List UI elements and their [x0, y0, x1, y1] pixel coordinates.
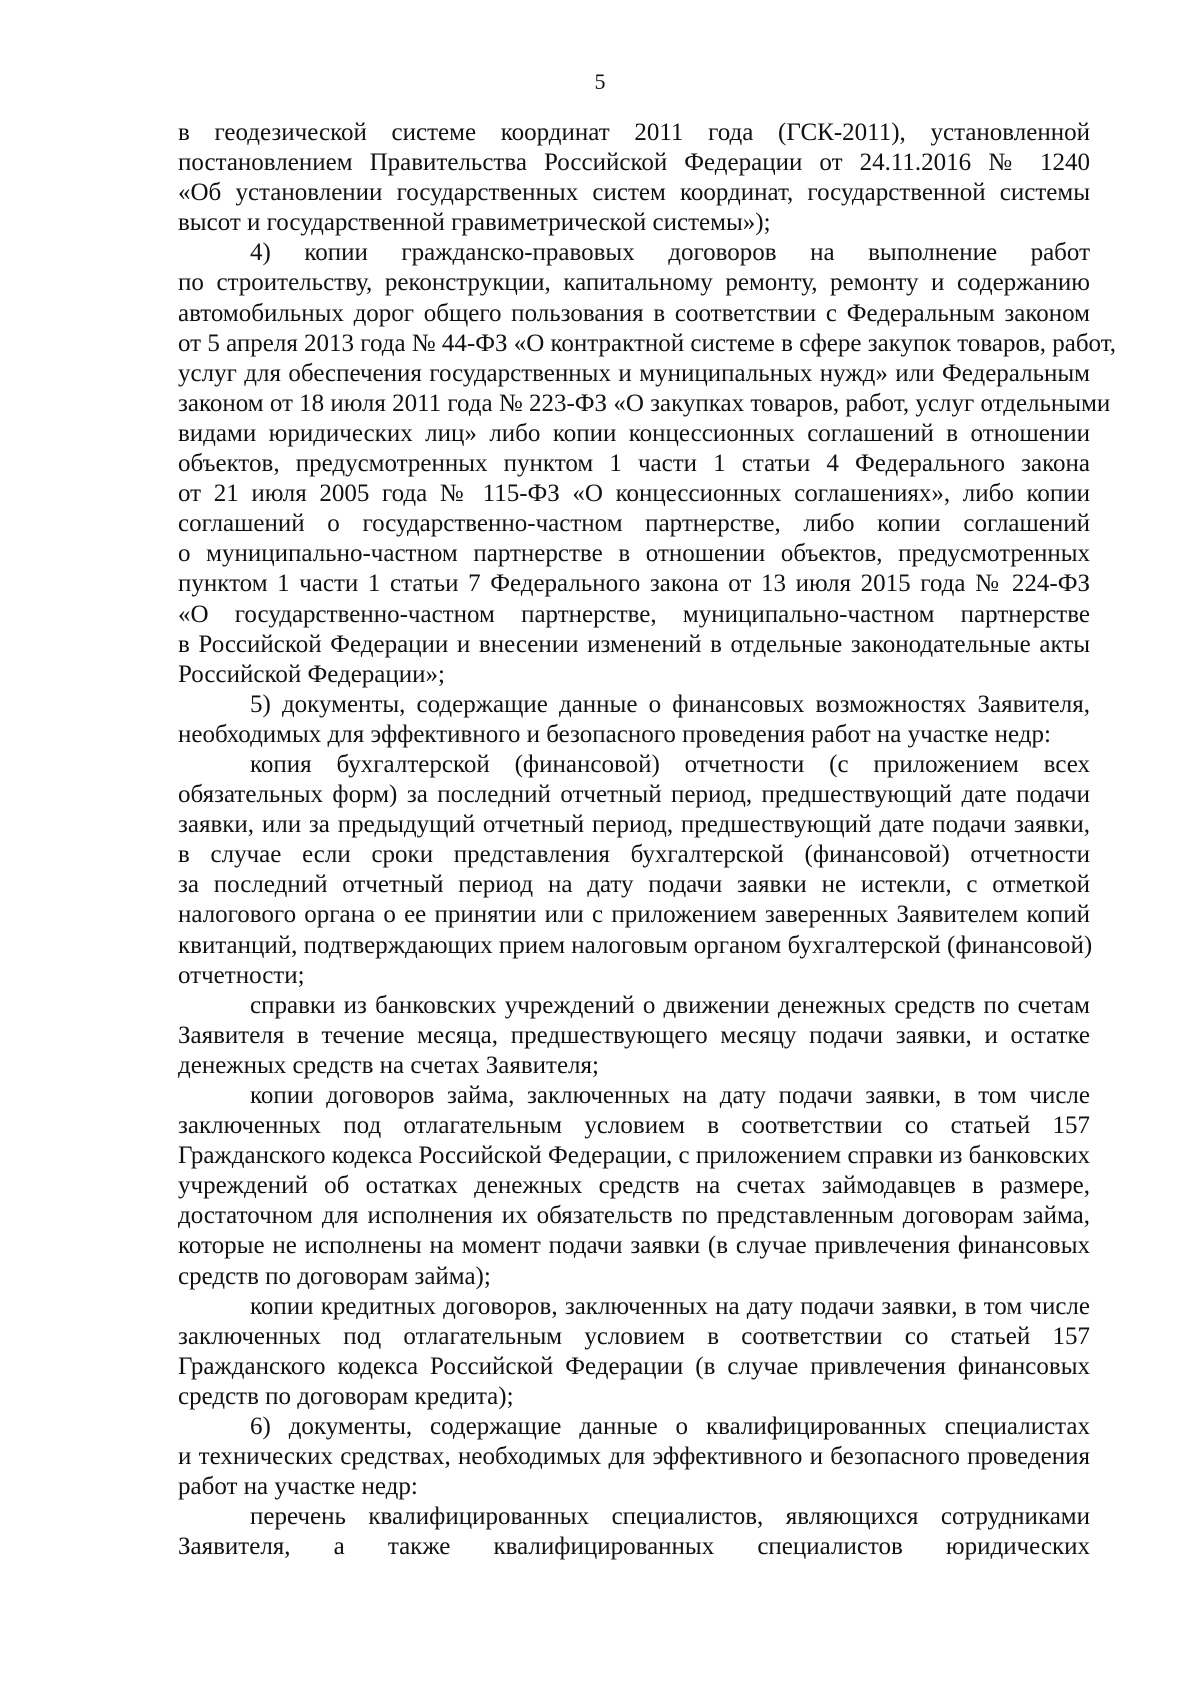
- text-line: средств по договорам кредита);: [178, 1382, 514, 1410]
- text-line: денежных средств на счетах Заявителя;: [178, 1051, 599, 1079]
- text-line: и технических средствах, необходимых для эффективного и безопасного проведения: [178, 1443, 1090, 1471]
- text-line: квитанций, подтверждающих прием налоговым органом бухгалтерской (финансовой): [178, 931, 1093, 959]
- text-line: заключенных под отлагательным условием в соответствии со статьей 157: [178, 1322, 1090, 1350]
- text-line: по строительству, реконструкции, капитальному ремонту, ремонту и содержанию: [178, 269, 1090, 297]
- text-line: высот и государственной гравиметрической системы»);: [178, 209, 771, 237]
- text-line: средств по договорам займа);: [178, 1262, 491, 1290]
- text-line: услуг для обеспечения государственных и муниципальных нужд» или Федеральным: [178, 359, 1090, 387]
- text-line: заключенных под отлагательным условием в соответствии со статьей 157: [178, 1112, 1090, 1140]
- text-line: Гражданского кодекса Российской Федерации, с приложением справки из банковских: [178, 1142, 1090, 1170]
- text-line: налогового органа о ее принятии или с приложением заверенных Заявителем копий: [178, 901, 1090, 929]
- page-number: 5: [594, 69, 606, 94]
- text-line: соглашений о государственно-частном партнерстве, либо копии соглашений: [178, 510, 1090, 538]
- text-line: Российской Федерации»;: [178, 660, 445, 688]
- text-line: в Российской Федерации и внесении изменений в отдельные законодательные акты: [178, 630, 1090, 658]
- text-line: законом от 18 июля 2011 года № 223-ФЗ «О закупках товаров, работ, услуг отдельными: [178, 389, 1111, 417]
- text-line: Заявителя, а также квалифицированных специалистов юридических: [178, 1533, 1090, 1561]
- text-line: о муниципально-частном партнерстве в отношении объектов, предусмотренных: [178, 540, 1090, 568]
- text-line: работ на участке недр:: [178, 1473, 418, 1501]
- text-line: заявки, или за предыдущий отчетный период, предшествующий дате подачи заявки,: [178, 811, 1090, 839]
- text-line: видами юридических лиц» либо копии концессионных соглашений в отношении: [178, 419, 1090, 447]
- text-line: автомобильных дорог общего пользования в соответствии с Федеральным законом: [178, 299, 1090, 327]
- text-line: «О государственно-частном партнерстве, муниципально-частном партнерстве: [178, 600, 1090, 628]
- text-line: 4) копии гражданско-правовых договоров на выполнение работ: [250, 239, 1090, 267]
- text-line: справки из банковских учреждений о движении денежных средств по счетам: [250, 991, 1090, 1019]
- text-line: пунктом 1 части 1 статьи 7 Федерального закона от 13 июля 2015 года № 224-ФЗ: [178, 570, 1090, 598]
- text-line: обязательных форм) за последний отчетный период, предшествующий дате подачи: [178, 781, 1090, 809]
- text-line: постановлением Правительства Российской Федерации от 24.11.2016 № 1240: [178, 149, 1090, 177]
- text-line: копия бухгалтерской (финансовой) отчетности (с приложением всех: [250, 750, 1090, 778]
- text-line: необходимых для эффективного и безопасного проведения работ на участке недр:: [178, 720, 1051, 748]
- text-line: копии договоров займа, заключенных на дату подачи заявки, в том числе: [250, 1082, 1090, 1109]
- text-line: перечень квалифицированных специалистов, являющихся сотрудниками: [250, 1503, 1090, 1531]
- text-line: достаточном для исполнения их обязательств по представленным договорам займа,: [178, 1202, 1090, 1230]
- text-line: Заявителя в течение месяца, предшествующего месяцу подачи заявки, и остатке: [178, 1021, 1090, 1049]
- text-line: Гражданского кодекса Российской Федерации (в случае привлечения финансовых: [178, 1352, 1090, 1380]
- text-line: отчетности;: [178, 961, 305, 989]
- document-body: [178, 118, 1117, 1563]
- text-line: в случае если сроки представления бухгалтерской (финансовой) отчетности: [178, 841, 1090, 869]
- text-line: копии кредитных договоров, заключенных на дату подачи заявки, в том числе: [250, 1292, 1090, 1320]
- text-line: за последний отчетный период на дату подачи заявки не истекли, с отметкой: [178, 871, 1090, 899]
- text-line: учреждений об остатках денежных средств на счетах займодавцев в размере,: [178, 1172, 1090, 1200]
- text-line: «Об установлении государственных систем координат, государственной системы: [178, 179, 1090, 207]
- text-line: 6) документы, содержащие данные о квалифицированных специалистах: [250, 1413, 1090, 1441]
- text-line: 5) документы, содержащие данные о финансовых возможностях Заявителя,: [250, 690, 1090, 718]
- text-line: от 21 июля 2005 года № 115-ФЗ «О концессионных соглашениях», либо копии: [178, 480, 1090, 508]
- text-line: которые не исполнены на момент подачи заявки (в случае привлечения финансовых: [178, 1232, 1090, 1260]
- text-line: объектов, предусмотренных пунктом 1 части 1 статьи 4 Федерального закона: [178, 450, 1090, 478]
- text-line: в геодезической системе координат 2011 года (ГСК-2011), установленной: [178, 119, 1090, 146]
- text-line: от 5 апреля 2013 года № 44-ФЗ «О контрактной системе в сфере закупок товаров, работ,: [178, 329, 1117, 357]
